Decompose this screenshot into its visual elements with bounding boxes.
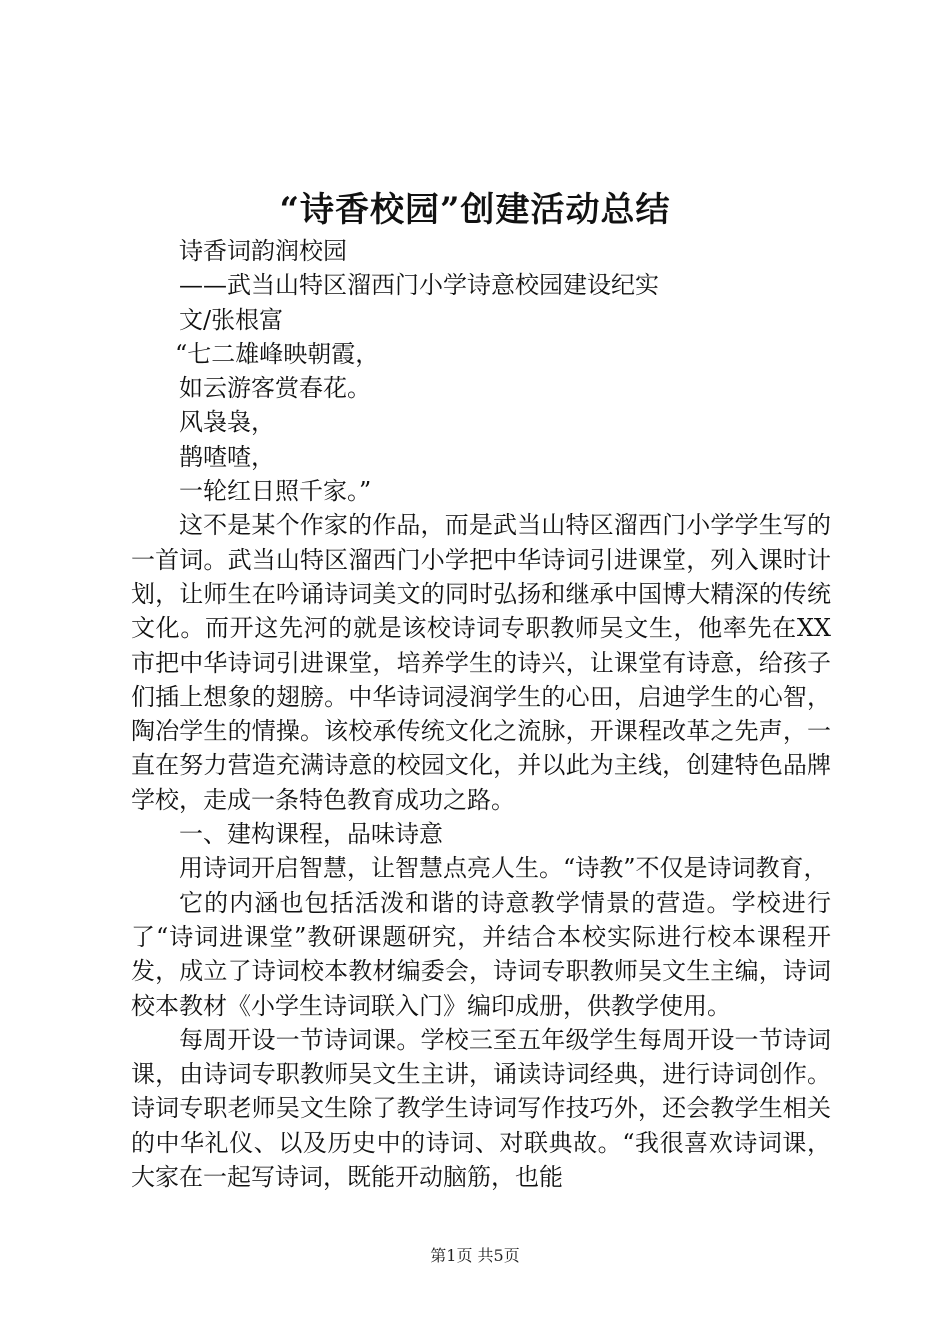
paragraph: 如云游客赏春花。 — [179, 374, 371, 403]
document-body — [131, 234, 831, 1194]
paragraph: 用诗词开启智慧，让智慧点亮人生。“诗教”不仅是诗词教育， — [179, 854, 828, 883]
paragraph: “七二雄峰映朝霞， — [175, 339, 380, 368]
paragraph: 每周开设一节诗词课。学校三至五年级学生每周开设一节诗词课，由诗词专职教师吴文生主讲，诵读诗词经典，进行诗词创作。诗词专职老师吴文生除了教学生诗词写作技巧外，还会教学生相关的中华礼仪、以及历史中的诗词、对联典故。“我很喜欢诗词课，大家在一起写诗词，既能开动脑筋，也能 — [131, 1025, 831, 1192]
paragraph: 这不是某个作家的作品，而是武当山特区溜西门小学学生写的一首词。武当山特区溜西门小学把中华诗词引进课堂，列入课时计划，让师生在吟诵诗词美文的同时弘扬和继承中国博大精深的传统文化。而开这先河的就是该校诗词专职教师吴文生，他率先在XX市把中华诗词引进课堂，培养学生的诗兴，让课堂有诗意，给孩子们插上想象的翅膀。中华诗词浸润学生的心田，启迪学生的心智，陶冶学生的情操。该校承传统文化之流脉，开课程改革之先声，一直在努力营造充满诗意的校园文化，并以此为主线，创建特色品牌学校，走成一条特色教育成功之路。 — [131, 511, 831, 814]
page-footer: 第1页 共5页 — [430, 1246, 520, 1265]
paragraph: 风袅袅， — [179, 408, 275, 437]
paragraph: 它的内涵也包括活泼和谐的诗意教学情景的营造。学校进行了“诗词进课堂”教研课题研究，并结合本校实际进行校本课程开发，成立了诗词校本教材编委会，诗词专职教师吴文生主编，诗词校本教材《小学生诗词联入门》编印成册，供教学使用。 — [131, 888, 831, 1020]
paragraph: 文/张根富 — [179, 305, 284, 334]
paragraph: 一、建构课程，品味诗意 — [179, 820, 443, 849]
paragraph: ——武当山特区溜西门小学诗意校园建设纪实 — [179, 271, 659, 300]
paragraph: 一轮红日照千家。” — [179, 477, 372, 506]
paragraph: 诗香词韵润校园 — [179, 237, 347, 265]
document-title: “诗香校园”创建活动总结 — [279, 190, 671, 230]
paragraph: 鹊喳喳， — [179, 442, 275, 471]
